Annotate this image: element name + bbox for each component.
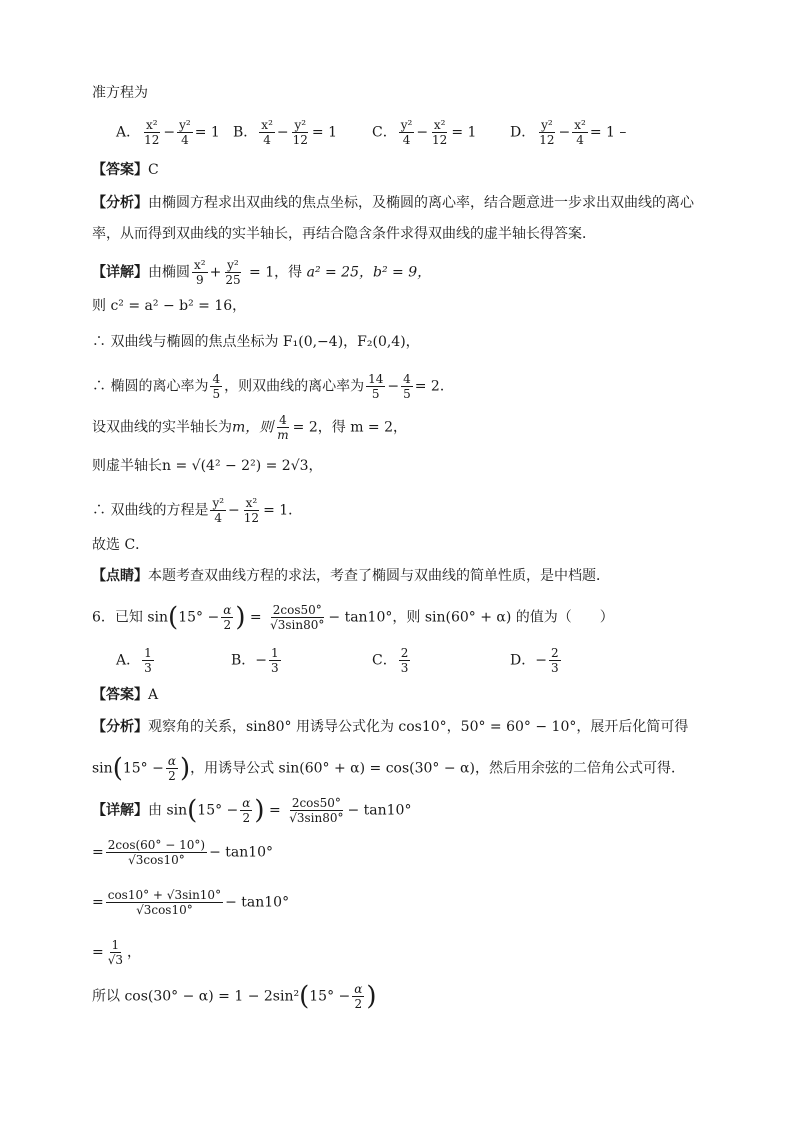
- q6-option-d: D．− $\frac{2}{3}$: [510, 646, 559, 675]
- q5-option-c: C． $\frac{\text{y²}}{4}$ − $\frac{\text{x²}}{12}$ = 1: [372, 118, 477, 147]
- q5-option-a: A． $\frac{\text{x²}}{12}$ − $\frac{\text{y²}}{4}$ = 1: [116, 118, 220, 147]
- q6-analysis-line1: 【分析】观察角的关系，sin80° 用诱导公式化为 cos10°，50° = 60° − 10°，展开后化简可得: [92, 719, 689, 735]
- q5-conclude: 故选 C．: [92, 537, 150, 553]
- q5-point: 【点睛】本题考查双曲线方程的求法，考查了椭圆与双曲线的简单性质，是中档题．: [92, 568, 610, 584]
- q5-detail-line6: 则虚半轴长n = √(4² − 2²) = 2√3，: [92, 458, 323, 474]
- q6-answer: 【答案】A: [92, 687, 159, 703]
- q5-answer: 【答案】C: [92, 162, 159, 178]
- q5-analysis-line1: 【分析】由椭圆方程求出双曲线的焦点坐标，及椭圆的离心率，结合题意进一步求出双曲线的离心: [92, 195, 694, 211]
- q6-option-c: C． $\frac{2}{3}$: [372, 646, 409, 675]
- q5-detail-line1: 【详解】由椭圆 $\frac{\text{x²}}{9}$ + $\frac{\text{y²}}{25}$ = 1，得 a² = 25，b² = 9，: [92, 258, 432, 287]
- q6-analysis-line2: sin(15° − $\frac{\alpha}{2}$ )，用诱导公式 sin(60° + α) = cos(30° − α)，然后用余弦的二倍角公式可得．: [92, 753, 685, 784]
- q5-stem-tail: 准方程为: [92, 85, 148, 101]
- q6-detail-line1: 【详解】由 sin(15° − $\frac{\alpha}{2}$ ) = $\frac{2\cos 50^\circ}{√3\sin 80^\circ}$ − tan10°: [92, 795, 412, 826]
- q6-detail-line2: = $\frac{2\cos(60^\circ - 10^\circ)}{√3\cos 10^\circ}$ − tan10°: [92, 838, 274, 867]
- q6-detail-line4: = $\frac{1}{√3}$ ，: [92, 938, 142, 967]
- q6-stem: 6．已知 sin(15° − $\frac{\alpha}{2}$ ) = $\frac{2\cos 50^\circ}{√3\sin 80^\circ}$ − tan10°，则 sin(60° + α) 的值为（ ）: [92, 602, 614, 633]
- q5-detail-line7: ∴ 双曲线的方程是 $\frac{\text{y²}}{4}$ − $\frac{\text{x²}}{12}$ = 1．: [92, 496, 303, 525]
- q6-detail-line5: 所以 cos(30° − α) = 1 − 2sin²(15° − $\frac{\alpha}{2}$ ): [92, 981, 377, 1012]
- q6-detail-line3: = $\frac{\cos 10^\circ + √3\sin 10^\circ}{√3\cos 10^\circ}$ − tan10°: [92, 888, 290, 917]
- q6-option-b: B．− $\frac{1}{3}$: [231, 646, 279, 675]
- q5-detail-line2: 则 c² = a² − b² = 16，: [92, 298, 247, 314]
- q5-option-b: B． $\frac{\text{x²}}{4}$ − $\frac{\text{y²}}{12}$ = 1: [233, 118, 337, 147]
- q5-detail-line3: ∴ 双曲线与椭圆的焦点坐标为 F₁(0,−4)，F₂(0,4)，: [92, 334, 420, 350]
- q6-option-a: A． $\frac{1}{3}$: [116, 646, 152, 675]
- q5-detail-line4: ∴ 椭圆的离心率为 $\frac{4}{5}$ ，则双曲线的离心率为 $\frac{14}{5}$ − $\frac{4}{5}$ = 2．: [92, 372, 454, 401]
- q5-detail-line5: 设双曲线的实半轴长为m，则 $\frac{4}{m}$ = 2，得 m = 2，: [92, 413, 408, 442]
- q5-option-d: D． $\frac{\text{y²}}{12}$ − $\frac{\text{x²}}{4}$ = 1 –: [510, 118, 627, 147]
- q5-analysis-line2: 率，从而得到双曲线的实半轴长，再结合隐含条件求得双曲线的虚半轴长得答案．: [92, 226, 596, 242]
